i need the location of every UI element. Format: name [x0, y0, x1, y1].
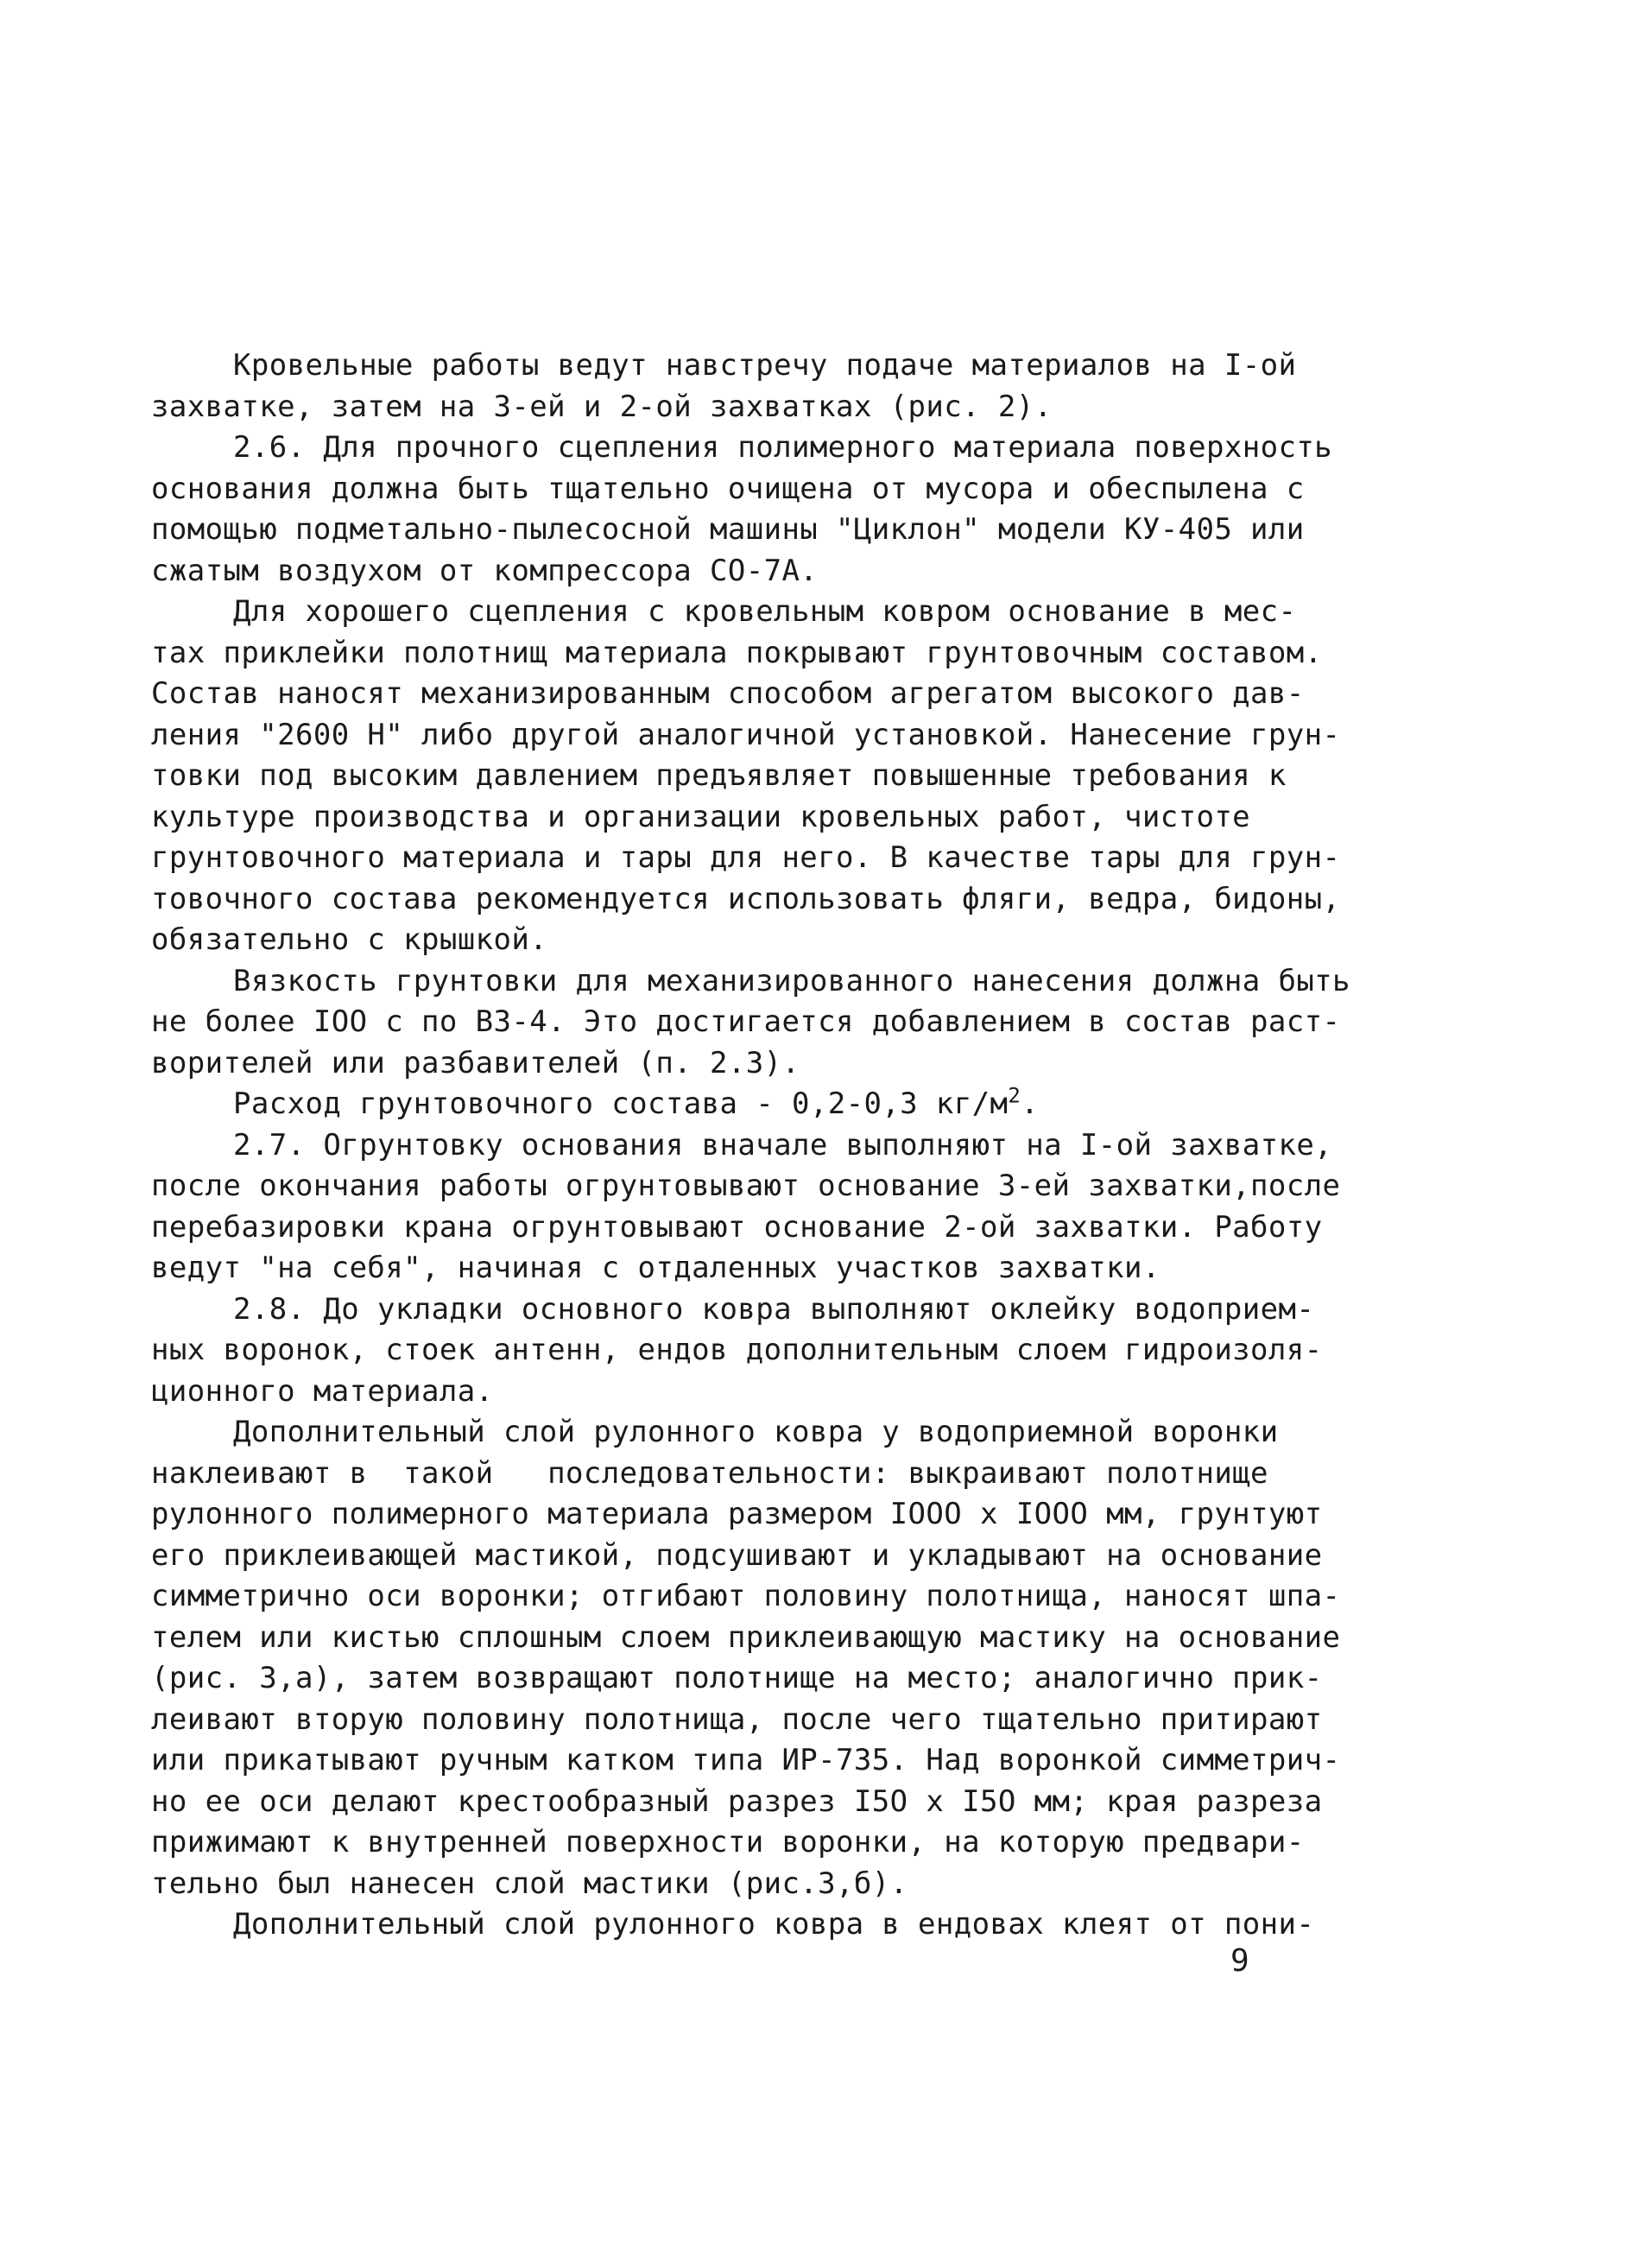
text-line: захватке, затем на 3-ей и 2-ой захватках (рис. 2).	[151, 389, 1053, 424]
text-line-consumption	[151, 1084, 1282, 1125]
text-line: Дополнительный слой рулонного ковра у водоприемной воронки	[233, 1415, 1279, 1449]
consumption-period: .	[1021, 1086, 1040, 1121]
superscript-2: 2	[1008, 1083, 1021, 1108]
text-line: Для хорошего сцепления с кровельным ковром основание в мес-	[233, 594, 1297, 629]
text-line: ления "2600 Н" либо другой аналогичной установкой. Нанесение грун-	[151, 717, 1341, 752]
text-line: после окончания работы огрунтовывают основание 3-ей захватки,после	[151, 1169, 1341, 1203]
text-line: (рис. 3,а), затем возвращают полотнище на место; аналогично прик-	[151, 1661, 1323, 1695]
text-line: сжатым воздухом от компрессора СО-7А.	[151, 553, 819, 588]
text-line: тельно был нанесен слой мастики (рис.3,б).	[151, 1866, 908, 1901]
text-line: или прикатывают ручным катком типа ИР-735. Над воронкой симметрич-	[151, 1743, 1341, 1777]
text-line: наклеивают в такой последовательности: выкраивают полотнище	[151, 1455, 1268, 1491]
text-line: культуре производства и организации кровельных работ, чистоте	[151, 799, 1251, 834]
body-text	[151, 345, 1350, 1946]
text-line: ционного материала.	[151, 1373, 494, 1409]
text-line: его приклеивающей мастикой, подсушивают и укладывают на основание	[151, 1537, 1323, 1573]
text-line: но ее оси делают крестообразный разрез I5O х I5O мм; края разреза	[151, 1783, 1323, 1819]
text-line: Вязкость грунтовки для механизированного нанесения должна быть	[233, 963, 1350, 998]
text-line: 2.8. До укладки основного ковра выполняют оклейку водоприем-	[233, 1291, 1315, 1327]
text-line: 2.6. Для прочного сцепления полимерного материала поверхность	[233, 430, 1333, 465]
text-line: 2.7. Огрунтовку основания вначале выполняют на I-ой захватке,	[233, 1127, 1333, 1163]
text-line: обязательно с крышкой.	[151, 922, 548, 957]
text-line: рулонного полимерного материала размером IOOO х IOOO мм, грунтуют	[151, 1497, 1323, 1531]
text-line: основания должна быть тщательно очищена от мусора и обеспылена с	[151, 471, 1305, 506]
text-line: товочного состава рекомендуется использовать фляги, ведра, бидоны,	[151, 881, 1341, 916]
text-line: Состав наносят механизированным способом агрегатом высокого дав-	[151, 676, 1305, 711]
text-line: ворителей или разбавителей (п. 2.3).	[151, 1045, 800, 1080]
text-line: грунтовочного материала и тары для него. В качестве тары для грун-	[151, 840, 1341, 875]
text-line: леивают вторую половину полотнища, после чего тщательно притирают	[151, 1701, 1323, 1737]
text-line: симметрично оси воронки; отгибают половину полотнища, наносят шпа-	[151, 1579, 1341, 1613]
text-line: Кровельные работы ведут навстречу подаче материалов на I-ой	[233, 348, 1297, 383]
consumption-text: Расход грунтовочного состава - 0,2-0,3 кг/м	[233, 1086, 1009, 1121]
text-line: Дополнительный слой рулонного ковра в ендовах клеят от пони-	[233, 1907, 1315, 1942]
page-number: 9	[1230, 1943, 1249, 1979]
text-line: тах приклейки полотнищ материала покрывают грунтовочным составом.	[151, 635, 1323, 670]
text-line: ных воронок, стоек антенн, ендов дополнительным слоем гидроизоля-	[151, 1333, 1323, 1367]
text-line: не более IOO с по ВЗ-4. Это достигается добавлением в состав раст-	[151, 1004, 1341, 1039]
text-line: телем или кистью сплошным слоем приклеивающую мастику на основание	[151, 1619, 1341, 1655]
text-line: прижимают к внутренней поверхности воронки, на которую предвари-	[151, 1825, 1305, 1859]
text-line: ведут "на себя", начиная с отдаленных участков захватки.	[151, 1251, 1161, 1285]
text-line: перебазировки крана огрунтовывают основание 2-ой захватки. Работу	[151, 1209, 1323, 1245]
text-line: товки под высоким давлением предъявляет повышенные требования к	[151, 758, 1287, 793]
text-line: помощью подметально-пылесосной машины "Циклон" модели КУ-405 или	[151, 512, 1305, 547]
